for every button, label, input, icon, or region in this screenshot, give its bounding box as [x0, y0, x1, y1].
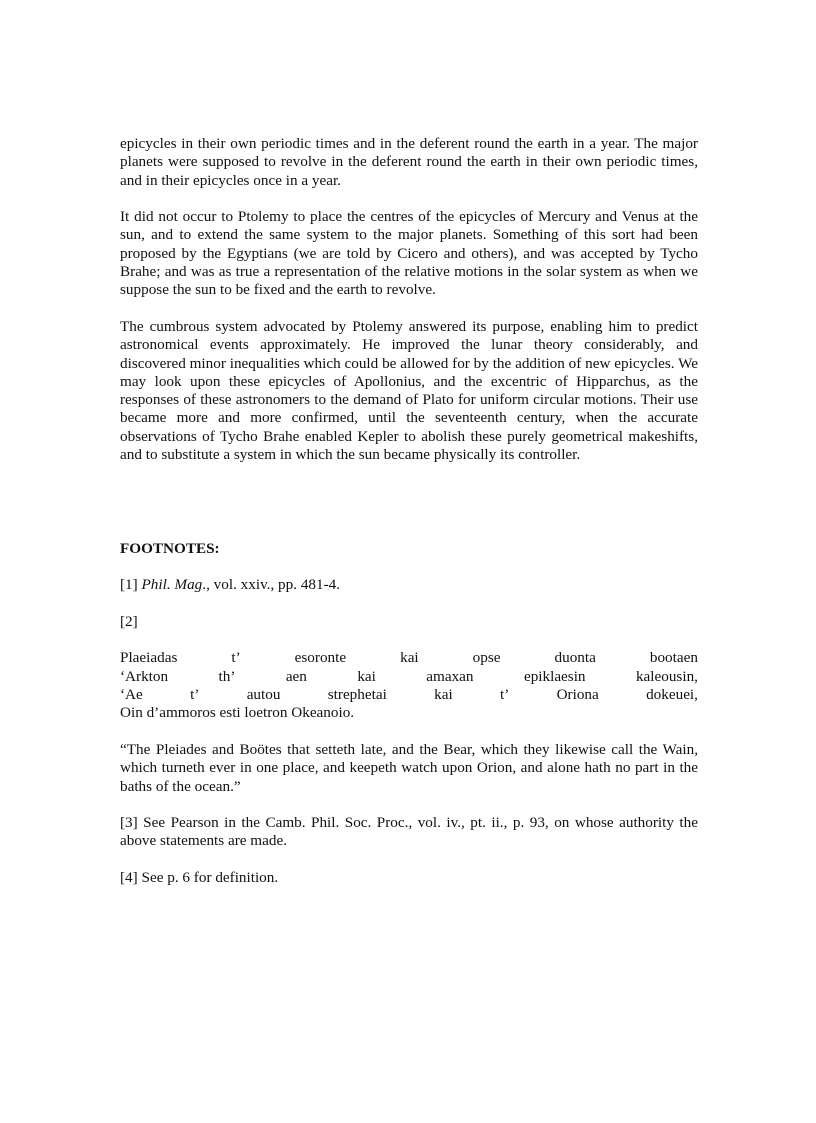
footnote-1-journal: Phil. Mag: [141, 576, 203, 594]
footnote-2-verse: [120, 649, 698, 722]
verse-word: esoronte: [294, 649, 347, 667]
verse-word: kai: [400, 649, 419, 667]
verse-word: ‘Ae: [120, 686, 143, 704]
verse-line-3: [120, 686, 698, 704]
verse-word: ‘Arkton: [120, 667, 169, 685]
footnote-3: [3] See Pearson in the Camb. Phil. Soc. Proc., vol. iv., pt. ii., p. 93, on whose authority the above statements are made.: [120, 814, 698, 850]
verse-line-2: [120, 668, 698, 686]
verse-line-4: Oin d’ammoros esti loetron Okeanoio.: [120, 704, 355, 722]
page-body: [120, 135, 698, 906]
verse-word: aen: [285, 667, 307, 685]
section-gap: [120, 483, 698, 540]
paragraph-cumbrous-system: The cumbrous system advocated by Ptolemy answered its purpose, enabling him to predict astronomical events approximately. He improved the lunar theory considerably, and discovered minor inequalities which could be allowed for by the addition of new epicycles. We may look upon these epicycles of Apollonius, and the excentric of Hipparchus, as the responses of these astronomers to the demand of Plato for uniform circular motions. Their use became more and more confirmed, until the seventeenth century, when the accurate observations of Tycho Brahe enabled Kepler to abolish these purely geometrical makeshifts, and to substitute a system in which the sun became physically its controller.: [120, 317, 698, 464]
verse-word: t’: [190, 686, 200, 704]
verse-word: t’: [231, 649, 241, 667]
footnote-4: [4] See p. 6 for definition.: [120, 868, 279, 886]
verse-word: th’: [218, 667, 236, 685]
paragraph-epicycles: epicycles in their own periodic times and in the deferent round the earth in a year. The major planets were supposed to revolve in the deferent round the earth in their own periodic times, and in their epicycles once in a year.: [120, 135, 698, 189]
paragraph-ptolemy-centres: It did not occur to Ptolemy to place the centres of the epicycles of Mercury and Venus at the sun, and to extend the same system to the major planets. Something of this sort had been proposed by the Egyptians (we are told by Cicero and others), and was accepted by Tycho Brahe; and was as true a representation of the relative motions in the solar system as when we suppose the sun to be fixed and the earth to revolve.: [120, 208, 698, 299]
verse-word: Plaeiadas: [120, 649, 178, 667]
verse-word: dokeuei,: [646, 686, 698, 704]
verse-word: duonta: [554, 649, 596, 667]
verse-line-1: [120, 649, 698, 667]
verse-word: t’: [499, 686, 510, 704]
verse-word: kai: [357, 667, 376, 685]
verse-word: strephetai: [327, 686, 387, 704]
footnote-1: [120, 576, 698, 594]
verse-word: epiklaesin: [523, 667, 586, 685]
verse-word: opse: [472, 649, 501, 667]
footnotes-heading: FOOTNOTES:: [120, 539, 220, 557]
verse-word: bootaen: [649, 649, 698, 667]
footnote-1-citation: ., vol. xxiv., pp. 481-4.: [202, 576, 341, 594]
footnote-1-marker: [1]: [120, 576, 142, 594]
verse-word: Oriona: [556, 686, 599, 704]
footnote-2-marker: [2]: [120, 612, 138, 630]
verse-word: kaleousin,: [635, 667, 698, 685]
verse-word: amaxan: [426, 667, 474, 685]
footnote-2-translation: “The Pleiades and Boötes that setteth late, and the Bear, which they likewise call the Wain, which turneth ever in one place, and keepeth watch upon Orion, and alone hath no part in the baths of the ocean.”: [120, 740, 698, 795]
verse-word: kai: [434, 686, 453, 704]
verse-word: autou: [246, 686, 281, 704]
